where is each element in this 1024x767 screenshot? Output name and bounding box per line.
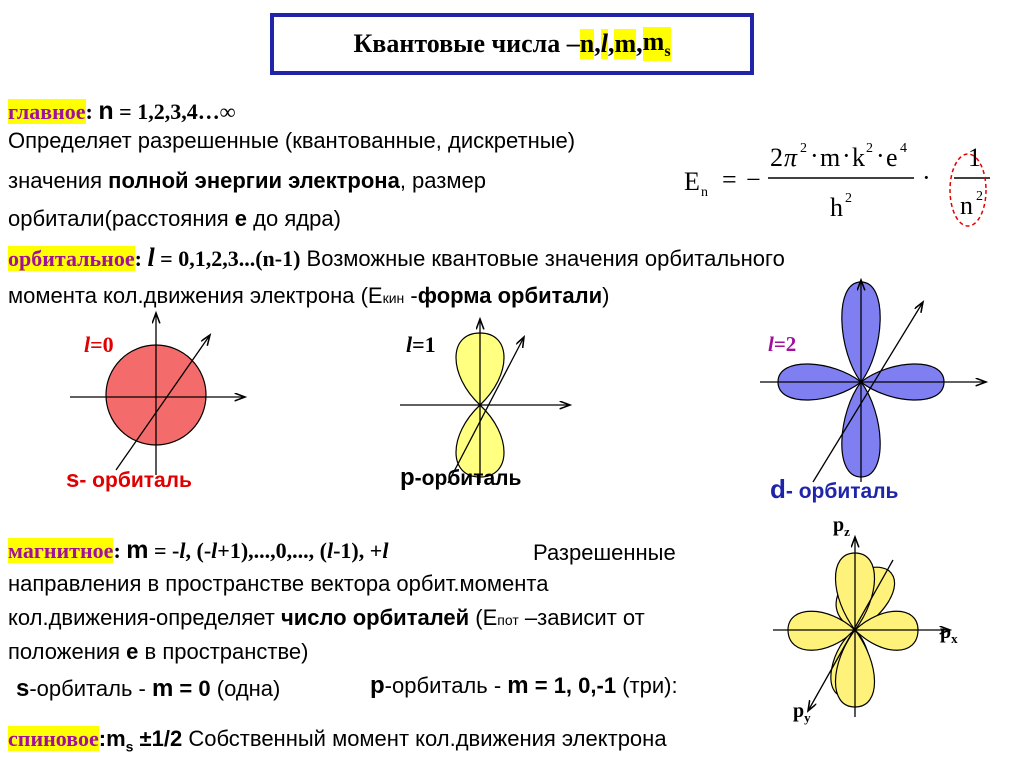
orbital-heading: орбитальное: l = 0,1,2,3...(n-1) Возможные квантовые значения орбитального	[8, 243, 785, 272]
magnetic-s-line: s-орбиталь - m = 0 (одна)	[16, 675, 281, 702]
page-title: Квантовые числа – n , l , m , $m_s$	[270, 13, 754, 75]
svg-text:2: 2	[866, 141, 873, 156]
svg-text:m: m	[820, 143, 841, 172]
svg-text:·: ·	[876, 141, 885, 170]
magnetic-desc-4: положения е в пространстве)	[8, 639, 309, 664]
svg-text:n: n	[701, 185, 708, 200]
p-orbital-caption: p-орбиталь	[400, 464, 522, 491]
d-orbital-diagram	[758, 272, 988, 484]
principal-heading: главное: n = 1,2,3,4…∞	[8, 97, 236, 125]
principal-desc-1: Определяет разрешенные (квантованные, дискретные)	[8, 128, 576, 153]
orbital-desc: момента кол.движения электрона (Екин -форма орбитали)	[8, 283, 610, 308]
s-orbital-label: l=0	[84, 332, 114, 357]
svg-text:k: k	[852, 143, 865, 172]
svg-text:π: π	[784, 143, 798, 172]
svg-text:·: ·	[922, 163, 931, 192]
formula-E: E	[684, 167, 700, 196]
pz-label: $p_z$	[833, 514, 850, 539]
s-orbital-diagram	[60, 305, 250, 475]
svg-text:−: −	[746, 165, 761, 194]
title-n: n	[579, 29, 595, 58]
svg-text:2: 2	[845, 191, 852, 206]
svg-text:2: 2	[800, 141, 807, 156]
spin-line: $спиновое:m_s \pm 1/2$ Собственный момент кол.движения электрона	[8, 726, 667, 755]
px-label: $p_x$	[940, 621, 958, 646]
energy-formula	[670, 128, 1010, 228]
s-orbital-caption: s- орбиталь	[66, 466, 192, 493]
principal-desc-2: значения полной энергии электрона, размер	[8, 168, 486, 193]
py-label: $p_y$	[793, 700, 811, 725]
svg-text:n: n	[960, 191, 973, 220]
svg-text:=: =	[722, 165, 737, 194]
magnetic-desc-2: направления в пространстве вектора орбит.момента	[8, 571, 549, 596]
svg-text:4: 4	[900, 141, 907, 156]
title-l: l	[600, 29, 608, 58]
principal-desc-3: орбитали(расстояния е до ядра)	[8, 206, 341, 231]
svg-text:2: 2	[770, 143, 783, 172]
svg-text:h: h	[830, 193, 843, 222]
magnetic-desc-1: Разрешенные	[533, 540, 676, 565]
svg-text:e: e	[886, 143, 898, 172]
svg-text:·: ·	[842, 141, 851, 170]
magnetic-heading: магнитное: m = -l, (-l+1),...,0,..., (l-1), +l	[8, 536, 389, 564]
title-m: m	[614, 29, 637, 58]
svg-text:2: 2	[976, 189, 983, 204]
magnetic-p-line: p-орбиталь - m = 1, 0,-1 (три):	[370, 672, 678, 699]
d-orbital-caption: d- орбиталь	[770, 474, 899, 504]
svg-text:1: 1	[968, 143, 981, 172]
p-orbital-label: l=1	[406, 332, 436, 357]
svg-text:·: ·	[810, 141, 819, 170]
title-ms: $m_s$	[642, 26, 671, 61]
d-orbital-label: l=2	[768, 332, 797, 356]
magnetic-desc-3: кол.движения-определяет число орбиталей (Епот –зависит от	[8, 605, 645, 630]
